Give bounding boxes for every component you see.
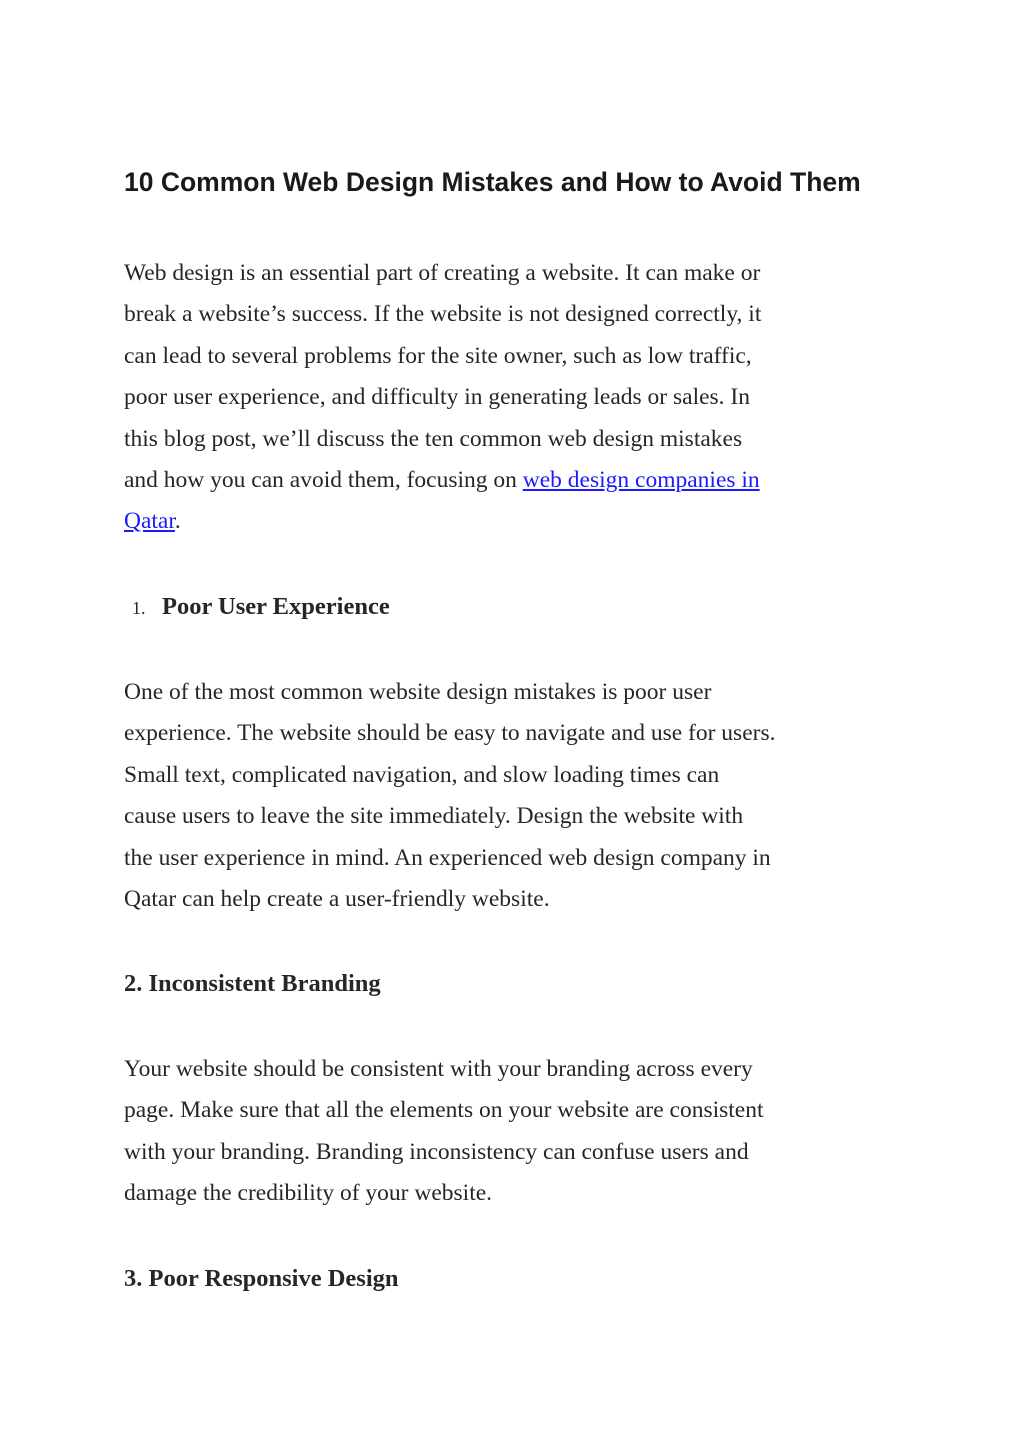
document-title: 10 Common Web Design Mistakes and How to Avoid Them <box>124 167 861 197</box>
intro-line: this blog post, we’ll discuss the ten common web design mistakes <box>124 425 743 452</box>
paragraph-line: damage the credibility of your website. <box>124 1180 493 1207</box>
web-design-companies-link-cont[interactable]: Qatar <box>124 508 175 535</box>
intro-line: break a website’s success. If the website is not designed correctly, it <box>124 301 762 328</box>
paragraph-line: cause users to leave the site immediately. Design the website with <box>124 803 744 830</box>
paragraph-line: Small text, complicated navigation, and slow loading times can <box>124 761 720 788</box>
intro-line-period: . <box>174 508 181 535</box>
paragraph-line: experience. The website should be easy to navigate and use for users. <box>124 720 776 747</box>
intro-paragraph <box>124 253 914 543</box>
paragraph-line: page. Make sure that all the elements on your website are consistent <box>124 1097 764 1124</box>
paragraph-line: One of the most common website design mistakes is poor user <box>124 679 712 705</box>
paragraph-line: Qatar can help create a user-friendly website. <box>124 886 550 913</box>
section-1-paragraph <box>124 672 914 920</box>
paragraph-line: Your website should be consistent with your branding across every <box>124 1056 753 1082</box>
section-heading-poor-user-experience: Poor User Experience <box>162 593 390 620</box>
paragraph-line: the user experience in mind. An experienced web design company in <box>124 844 771 871</box>
list-number: 1. <box>132 598 146 618</box>
intro-line-text: and how you can avoid them, focusing on <box>124 467 523 494</box>
intro-line: poor user experience, and difficulty in generating leads or sales. In <box>124 384 751 411</box>
section-2-paragraph <box>124 1049 914 1215</box>
web-design-companies-link[interactable]: web design companies in <box>522 467 760 494</box>
intro-line <box>124 460 914 501</box>
intro-line <box>124 501 914 542</box>
paragraph-line: with your branding. Branding inconsistency can confuse users and <box>124 1138 749 1165</box>
section-heading-inconsistent-branding: 2. Inconsistent Branding <box>124 970 381 997</box>
intro-line: can lead to several problems for the site owner, such as low traffic, <box>124 342 752 369</box>
intro-line: Web design is an essential part of creating a website. It can make or <box>124 260 761 286</box>
section-heading-poor-responsive-design: 3. Poor Responsive Design <box>124 1265 399 1292</box>
